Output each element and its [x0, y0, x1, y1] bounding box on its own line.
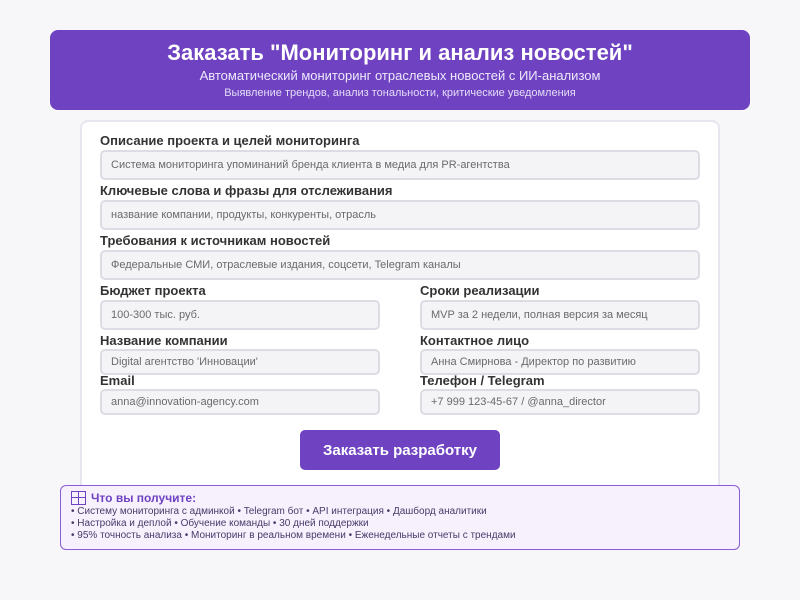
- page-subtitle: Автоматический мониторинг отраслевых новостей с ИИ-анализом: [199, 68, 601, 83]
- phone-label: Телефон / Telegram: [420, 373, 545, 388]
- sources-field[interactable]: [100, 250, 700, 280]
- email-label: Email: [100, 373, 135, 388]
- benefits-line: • Систему мониторинга с админкой • Telegram бот • API интеграция • Дашборд аналитики: [71, 506, 487, 517]
- keywords-field[interactable]: [100, 200, 700, 230]
- sources-label: Требования к источникам новостей: [100, 233, 331, 248]
- benefits-panel: [60, 485, 740, 550]
- benefits-line: • Настройка и деплой • Обучение команды • 30 дней поддержки: [71, 518, 369, 529]
- project-description-label: Описание проекта и целей мониторинга: [100, 133, 360, 148]
- benefits-line: • 95% точность анализа • Мониторинг в реальном времени • Еженедельные отчеты с трендами: [71, 530, 516, 541]
- timeline-field[interactable]: [420, 300, 700, 330]
- contact-field[interactable]: [420, 349, 700, 375]
- budget-field[interactable]: [100, 300, 380, 330]
- company-label: Название компании: [100, 333, 228, 348]
- order-development-button[interactable]: Заказать разработку: [300, 430, 500, 470]
- gift-icon: [71, 491, 86, 505]
- page-title: Заказать "Мониторинг и анализ новостей": [167, 40, 633, 65]
- benefits-title: Что вы получите:: [91, 491, 197, 505]
- phone-field[interactable]: [420, 389, 700, 415]
- email-field[interactable]: [100, 389, 380, 415]
- budget-label: Бюджет проекта: [100, 283, 206, 298]
- timeline-label: Сроки реализации: [420, 283, 540, 298]
- keywords-label: Ключевые слова и фразы для отслеживания: [100, 183, 393, 198]
- contact-label: Контактное лицо: [420, 333, 530, 348]
- page-header: [50, 30, 750, 110]
- page-note: Выявление трендов, анализ тональности, критические уведомления: [224, 87, 576, 99]
- project-description-field[interactable]: [100, 150, 700, 180]
- company-field[interactable]: [100, 349, 380, 375]
